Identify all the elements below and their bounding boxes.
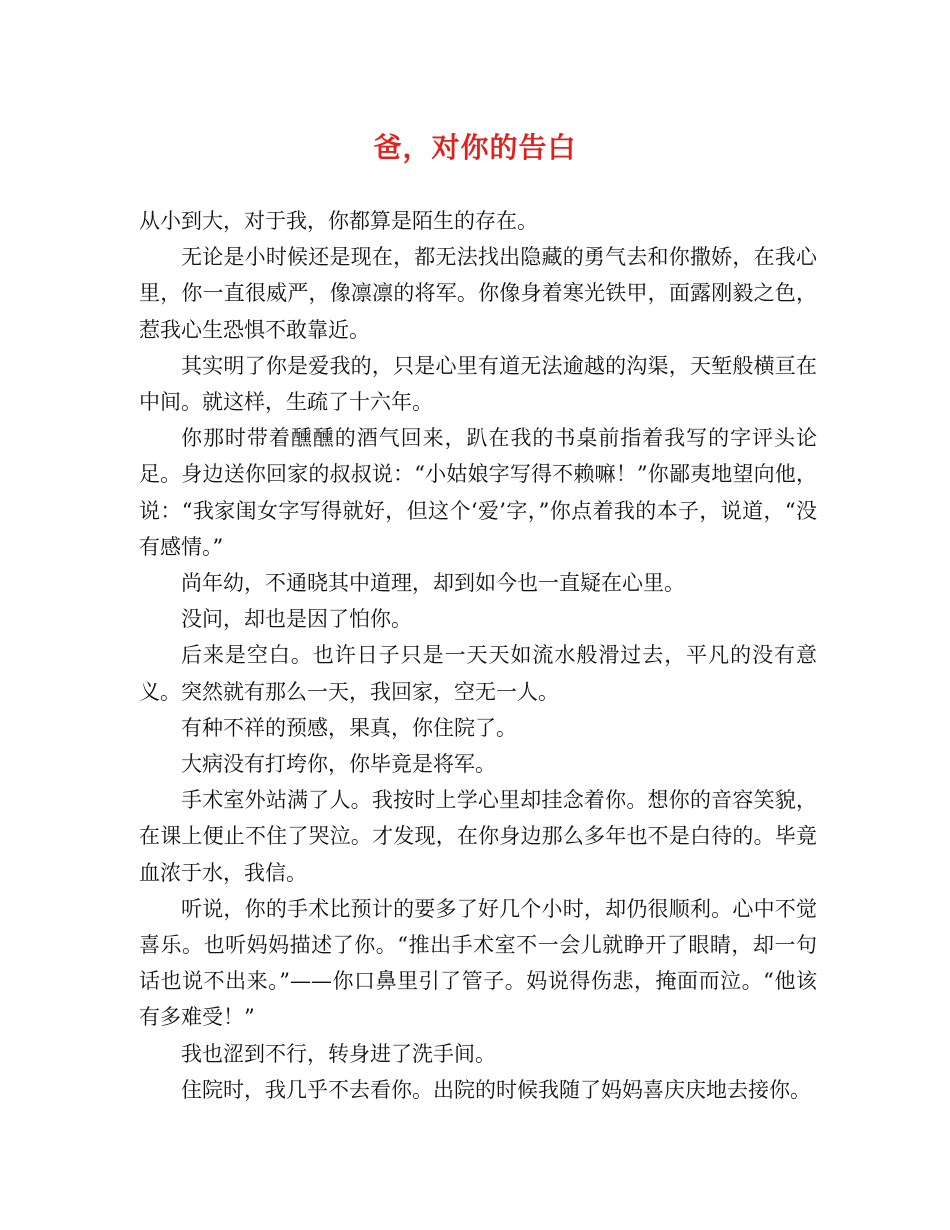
- paragraph: 其实明了你是爱我的，只是心里有道无法逾越的沟渠，天堑般横亘在中间。就这样，生疏了十六年。: [139, 353, 817, 415]
- paragraph: 有种不祥的预感，果真，你住院了。: [181, 715, 517, 740]
- paragraph: 手术室外站满了人。我按时上学心里却挂念着你。想你的音容笑貌，在课上便止不住了哭泣。才发现，在你身边那么多年也不是白待的。毕竟血浓于水，我信。: [139, 788, 817, 885]
- paragraph: 你那时带着醺醺的酒气回来，趴在我的书桌前指着我写的字评头论足。身边送你回家的叔叔说：“小姑娘字写得不赖嘛！”你鄙夷地望向他，说：“我家闺女字写得就好，但这个‘爱’字，”你点着我的本子，说道，“没有感情。”: [139, 426, 817, 559]
- paragraph: 无论是小时候还是现在，都无法找出隐藏的勇气去和你撒娇，在我心里，你一直很威严，像凛凛的将军。你像身着寒光铁甲，面露刚毅之色，惹我心生恐惧不敢靠近。: [139, 245, 817, 342]
- page-title: 爸，对你的告白: [373, 131, 577, 164]
- paragraph: 我也涩到不行，转身进了洗手间。: [181, 1041, 496, 1066]
- paragraph: 听说，你的手术比预计的要多了好几个小时，却仍很顺利。心中不觉喜乐。也听妈妈描述了你。“推出手术室不一会儿就睁开了眼睛，却一句话也说不出来。”——你口鼻里引了管子。妈说得伤悲，掩面而泣。“他该有多难受！”: [139, 896, 817, 1030]
- paragraph: 大病没有打垮你，你毕竟是将军。: [181, 752, 496, 777]
- article-body: [139, 203, 817, 1108]
- paragraph: 没问，却也是因了怕你。: [181, 607, 412, 632]
- paragraph: 后来是空白。也许日子只是一天天如流水般滑过去，平凡的没有意义。突然就有那么一天，我回家，空无一人。: [139, 643, 817, 704]
- paragraph: 从小到大，对于我，你都算是陌生的存在。: [139, 209, 538, 233]
- paragraph: 尚年幼，不通晓其中道理，却到如今也一直疑在心里。: [181, 571, 685, 596]
- paragraph: 住院时，我几乎不去看你。出院的时候我随了妈妈喜庆庆地去接你。: [181, 1077, 811, 1102]
